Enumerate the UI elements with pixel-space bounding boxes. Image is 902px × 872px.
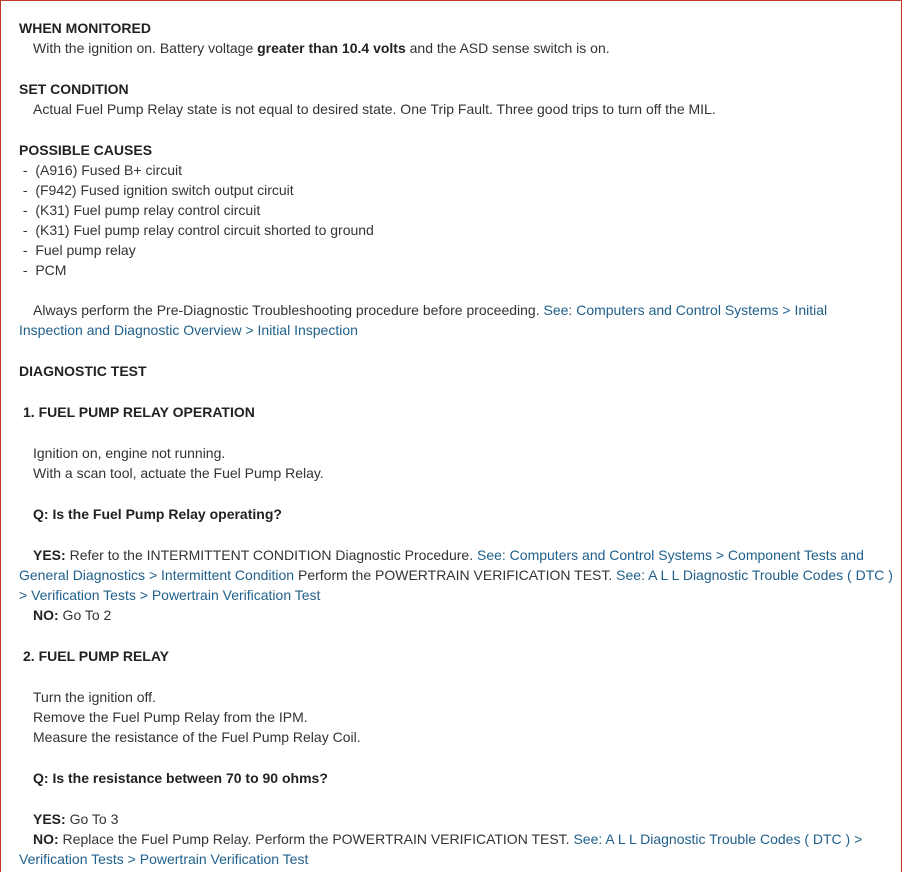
voltage-threshold: greater than 10.4 volts	[257, 40, 406, 56]
step-2-question: Q: Is the resistance between 70 to 90 ohms?	[33, 770, 328, 786]
step-2-line: Measure the resistance of the Fuel Pump Relay Coil.	[33, 729, 361, 745]
step-1-line: With a scan tool, actuate the Fuel Pump Relay.	[33, 465, 324, 481]
diagnostic-test-heading: DIAGNOSTIC TEST	[19, 363, 147, 379]
no-label: NO:	[33, 607, 59, 623]
list-item: - (K31) Fuel pump relay control circuit	[19, 202, 261, 218]
step-2-yes: YES: Go To 3	[33, 811, 119, 827]
initial-inspection-link[interactable]: See: Computers and Control Systems > Initial Inspection and Diagnostic Overview > Initial Inspection	[19, 302, 828, 338]
when-monitored-heading: WHEN MONITORED	[19, 20, 151, 36]
intermittent-condition-link[interactable]: See: Computers and Control Systems > Component Tests and General Diagnostics > Intermittent Condition	[19, 547, 864, 583]
list-item: - PCM	[19, 262, 67, 278]
step-2-line: Turn the ignition off.	[33, 689, 156, 705]
possible-causes-heading: POSSIBLE CAUSES	[19, 142, 153, 158]
step-2-no: NO: Replace the Fuel Pump Relay. Perform the POWERTRAIN VERIFICATION TEST. See: A L L Diagnostic Trouble Codes ( DTC ) > Verification Tests > Powertrain Verification Test	[19, 831, 863, 867]
pre-diagnostic-text: Always perform the Pre-Diagnostic Troubleshooting procedure before proceeding.	[33, 302, 544, 318]
powertrain-verification-link[interactable]: See: A L L Diagnostic Trouble Codes ( DTC ) > Verification Tests > Powertrain Verification Test	[19, 831, 863, 867]
when-monitored-text-b: and the ASD sense switch is on.	[405, 40, 610, 56]
step-2-line: Remove the Fuel Pump Relay from the IPM.	[33, 709, 308, 725]
possible-causes-list	[19, 160, 893, 280]
list-item: - Fuel pump relay	[19, 242, 136, 258]
step-1-line: Ignition on, engine not running.	[33, 445, 226, 461]
step-2-title: 2. FUEL PUMP RELAY	[23, 648, 170, 664]
yes-label: YES:	[33, 547, 66, 563]
step-1-question: Q: Is the Fuel Pump Relay operating?	[33, 506, 282, 522]
step-1-no: NO: Go To 2	[33, 607, 112, 623]
set-condition-heading: SET CONDITION	[19, 81, 129, 97]
powertrain-verification-link[interactable]: See: A L L Diagnostic Trouble Codes ( DTC ) > Verification Tests > Powertrain Verification Test	[19, 567, 893, 603]
list-item: - (K31) Fuel pump relay control circuit shorted to ground	[19, 222, 374, 238]
list-item: - (F942) Fused ignition switch output circuit	[19, 182, 294, 198]
when-monitored-text	[19, 38, 893, 58]
when-monitored-text-a: With the ignition on. Battery voltage	[33, 40, 258, 56]
no-label: NO:	[33, 831, 59, 847]
pre-diagnostic-note	[19, 300, 893, 340]
step-1-title: 1. FUEL PUMP RELAY OPERATION	[23, 404, 255, 420]
yes-label: YES:	[33, 811, 66, 827]
set-condition-text: Actual Fuel Pump Relay state is not equal to desired state. One Trip Fault. Three good trips to turn off the MIL.	[33, 101, 716, 117]
step-1-yes: YES: Refer to the INTERMITTENT CONDITION Diagnostic Procedure. See: Computers and Control Systems > Component Tests and General Diagnostics > Intermittent Condition Perform the POWERTRAIN VERIFICATION TEST. See: A L L Diagnostic Trouble Codes ( DTC ) > Verification Tests > Powertrain Verification Test	[19, 547, 893, 603]
list-item: - (A916) Fused B+ circuit	[19, 162, 183, 178]
